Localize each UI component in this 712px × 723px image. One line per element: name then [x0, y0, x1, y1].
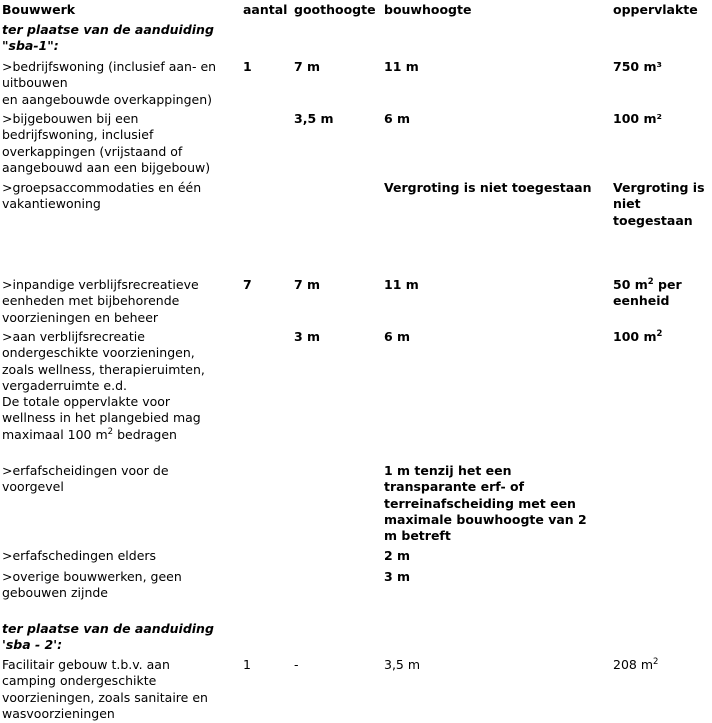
row-verblijfsrecreatie-aantal: 7: [243, 277, 252, 292]
row-erfafscheiding-voorgevel-bouwhoogte: 1 m tenzij het een transparante erf- of terreinafscheiding met een maximale bouwhoogte van 2 m betreft: [384, 463, 587, 544]
row-bedrijfswoning-aantal: 1: [243, 59, 252, 74]
row-facilitair-gebouw-bouwhoogte: 3,5 m: [384, 657, 421, 672]
row-voorzieningen-bouwhoogte: 6 m: [384, 329, 411, 344]
row-bedrijfswoning-desc: >bedrijfswoning (inclusief aan- en uitbouwen en aangebouwde overkappingen): [2, 59, 217, 107]
row-bijgebouwen-oppervlakte: 100 m²: [613, 111, 662, 126]
header-goothoogte: goothoogte: [294, 2, 376, 17]
row-groepsaccommodaties-bouwhoogte: Vergroting is niet toegestaan: [384, 180, 592, 195]
row-facilitair-gebouw-oppervlakte: 208 $m^2$: [613, 657, 659, 672]
row-bijgebouwen-desc: >bijgebouwen bij een bedrijfswoning, inclusief overkappingen (vrijstaand of aangebouwd aan een bijgebouw): [2, 111, 211, 175]
header-oppervlakte: oppervlakte: [613, 2, 698, 17]
row-erfafscheiding-elders-desc: >erfafschedingen elders: [2, 548, 157, 563]
row-bijgebouwen-bouwhoogte: 6 m: [384, 111, 411, 126]
row-bedrijfswoning-goothoogte: 7 m: [294, 59, 321, 74]
row-groepsaccommodaties-oppervlakte: Vergroting is niet toegestaan: [613, 180, 705, 228]
row-facilitair-gebouw-goothoogte: -: [294, 657, 299, 672]
row-verblijfsrecreatie-goothoogte: 7 m: [294, 277, 321, 292]
row-groepsaccommodaties-desc: >groepsaccommodaties en één vakantiewoning: [2, 180, 202, 212]
header-bouwwerk: Bouwwerk: [2, 2, 76, 17]
header-aantal: aantal: [243, 2, 288, 17]
row-voorzieningen-desc: >aan verblijfsrecreatie ondergeschikte voorzieningen, zoals wellness, therapieruimten, vergaderruimte e.d. De totale oppervlakte voor wellness in het plangebied mag maximaal 100 $m^2$ bedragen: [2, 329, 205, 442]
row-bijgebouwen-goothoogte: 3,5 m: [294, 111, 334, 126]
row-voorzieningen-oppervlakte: 100 $m^2$: [613, 329, 663, 344]
row-facilitair-gebouw-desc: Facilitair gebouw t.b.v. aan camping ondergeschikte voorzieningen, zoals sanitaire en wasvoorzieningen: [2, 657, 208, 721]
row-verblijfsrecreatie-oppervlakte: 50 $m^2$ per eenheid: [613, 277, 682, 309]
row-erfafscheiding-voorgevel-desc: >erfafscheidingen voor de voorgevel: [2, 463, 169, 495]
row-verblijfsrecreatie-desc: >inpandige verblijfsrecreatieve eenheden met bijbehorende voorzieningen en beheer: [2, 277, 199, 325]
row-voorzieningen-goothoogte: 3 m: [294, 329, 321, 344]
row-bedrijfswoning-bouwhoogte: 11 m: [384, 59, 419, 74]
row-overige-bouwwerken-desc: >overige bouwwerken, geen gebouwen zijnde: [2, 569, 182, 601]
row-bedrijfswoning-oppervlakte: 750 m³: [613, 59, 662, 74]
section-2-title: ter plaatse van de aanduiding 'sba - 2':: [2, 621, 214, 653]
row-facilitair-gebouw-aantal: 1: [243, 657, 251, 672]
row-erfafscheiding-elders-bouwhoogte: 2 m: [384, 548, 411, 563]
header-bouwhoogte: bouwhoogte: [384, 2, 472, 17]
row-overige-bouwwerken-bouwhoogte: 3 m: [384, 569, 411, 584]
section-1-title: ter plaatse van de aanduiding "sba-1":: [2, 22, 214, 54]
row-verblijfsrecreatie-bouwhoogte: 11 m: [384, 277, 419, 292]
